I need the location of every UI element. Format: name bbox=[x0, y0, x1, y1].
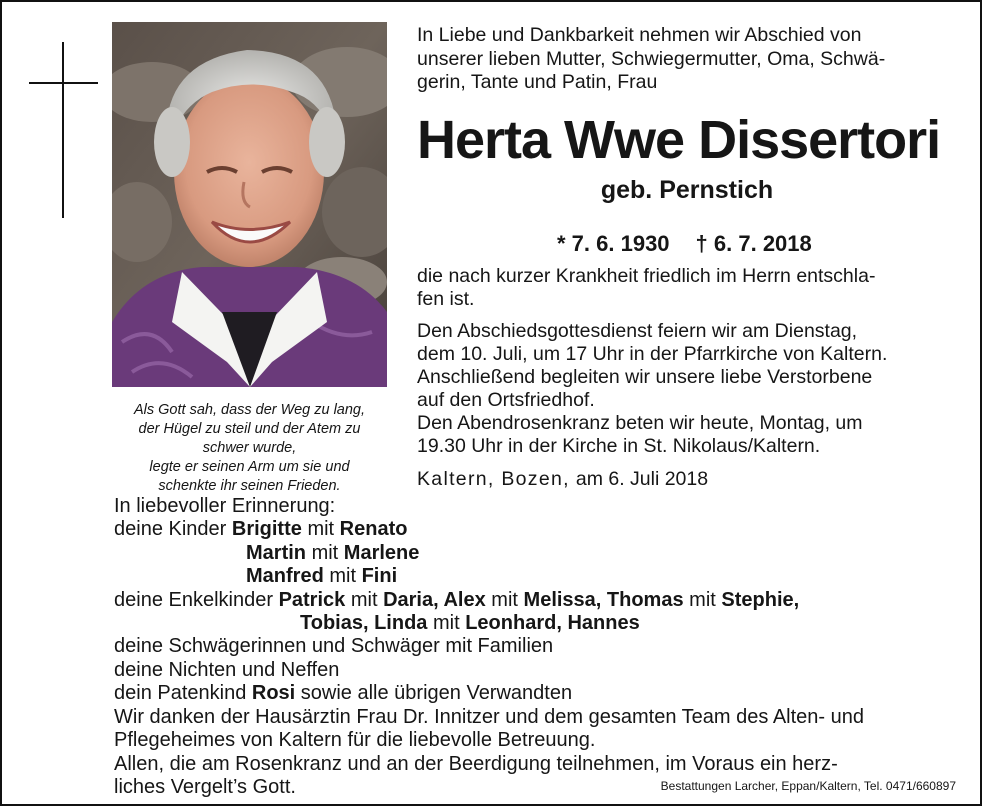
cross-icon-bar bbox=[29, 82, 98, 84]
service-details bbox=[417, 265, 957, 458]
partner-name: Stephie, bbox=[721, 588, 800, 611]
with-word: mit bbox=[350, 588, 378, 611]
grandchildren-label: deine Enkelkinder bbox=[114, 588, 273, 611]
children-row bbox=[114, 565, 964, 588]
godchild-row bbox=[114, 682, 964, 705]
body-line: 19.30 Uhr in der Kirche in St. Nikolaus/Kaltern. bbox=[417, 435, 821, 457]
with-word: mit bbox=[329, 565, 357, 588]
partner-name: Leonhard, Hannes bbox=[465, 612, 640, 635]
child-name: Brigitte bbox=[231, 518, 302, 541]
thanks-line: Wir danken der Hausärztin Frau Dr. Innitzer und dem gesamten Team des Alten- und bbox=[114, 706, 865, 728]
poem-line: schwer wurde, bbox=[202, 440, 297, 456]
body-line: Den Abschiedsgottesdienst feiern wir am Dienstag, bbox=[417, 320, 858, 342]
godchild-label: dein Patenkind bbox=[114, 682, 247, 705]
thanks-line: liches Vergelt’s Gott. bbox=[114, 776, 296, 799]
with-word: mit bbox=[689, 588, 716, 611]
grandchild-name: Patrick bbox=[278, 588, 346, 611]
body-line: die nach kurzer Krankheit friedlich im Herrn entschla- bbox=[417, 265, 876, 287]
poem-line: der Hügel zu steil und der Atem zu bbox=[138, 421, 361, 437]
mourners-heading: In liebevoller Erinnerung: bbox=[114, 495, 336, 517]
body-line: Den Abendrosenkranz beten wir heute, Montag, um bbox=[417, 412, 863, 434]
thanks-line: Allen, die am Rosenkranz und an der Beerdigung teilnehmen, im Voraus ein herz- bbox=[114, 752, 838, 775]
with-word: mit bbox=[311, 541, 339, 564]
memorial-poem bbox=[112, 401, 387, 496]
nieces-row: deine Nichten und Neffen bbox=[114, 658, 340, 681]
poem-line: Als Gott sah, dass der Weg zu lang, bbox=[133, 402, 366, 418]
in-laws-row: deine Schwägerinnen und Schwäger mit Familien bbox=[114, 635, 554, 658]
partner-name: Daria, Alex bbox=[383, 588, 486, 611]
with-word: mit bbox=[307, 518, 335, 541]
children-row bbox=[114, 542, 964, 565]
grandchildren-row bbox=[114, 589, 964, 612]
funeral-home-credit: Bestattungen Larcher, Eppan/Kaltern, Tel. 0471/660897 bbox=[660, 779, 956, 793]
intro-text bbox=[417, 24, 957, 95]
body-line: Anschließend begleiten wir unsere liebe Verstorbene bbox=[417, 366, 873, 388]
poem-line: schenkte ihr seinen Frieden. bbox=[158, 478, 341, 494]
date: am 6. Juli 2018 bbox=[575, 468, 709, 490]
mourners-list bbox=[114, 495, 964, 706]
grandchildren-row bbox=[114, 612, 964, 635]
maiden-name: geb. Pernstich bbox=[600, 176, 774, 204]
partner-name: Marlene bbox=[343, 541, 420, 564]
body-line: dem 10. Juli, um 17 Uhr in der Pfarrkirche von Kaltern. bbox=[417, 343, 888, 365]
body-line: auf den Ortsfriedhof. bbox=[417, 389, 595, 411]
with-word: mit bbox=[432, 612, 460, 635]
children-label: deine Kinder bbox=[114, 518, 227, 541]
place: Kaltern, Bozen, bbox=[417, 468, 570, 490]
deceased-name: Herta Wwe Dissertori bbox=[417, 110, 941, 170]
place-date bbox=[417, 468, 708, 491]
child-name: Manfred bbox=[246, 565, 324, 588]
partner-name: Melissa, Thomas bbox=[523, 588, 684, 611]
birth-date: * 7. 6. 1930 bbox=[557, 231, 670, 256]
body-line: fen ist. bbox=[417, 288, 475, 310]
cross-icon bbox=[62, 42, 64, 218]
godchild-rest: sowie alle übrigen Verwandten bbox=[300, 682, 573, 705]
grandchild-name: Tobias, Linda bbox=[300, 612, 428, 635]
portrait-photo bbox=[112, 22, 387, 387]
death-date: † 6. 7. 2018 bbox=[695, 231, 812, 256]
child-name: Martin bbox=[246, 541, 306, 564]
intro-line: In Liebe und Dankbarkeit nehmen wir Abschied von bbox=[417, 24, 862, 46]
with-word: mit bbox=[491, 588, 518, 611]
intro-line: gerin, Tante und Patin, Frau bbox=[417, 71, 658, 93]
intro-line: unserer lieben Mutter, Schwiegermutter, Oma, Schwä- bbox=[417, 47, 886, 70]
partner-name: Renato bbox=[339, 518, 408, 541]
children-row bbox=[114, 518, 964, 541]
partner-name: Fini bbox=[361, 565, 398, 588]
thanks-line: Pflegeheimes von Kaltern für die liebevolle Betreuung. bbox=[114, 729, 596, 752]
life-dates bbox=[557, 231, 812, 257]
godchild-name: Rosi bbox=[251, 682, 296, 705]
poem-line: legte er seinen Arm um sie und bbox=[149, 459, 350, 475]
